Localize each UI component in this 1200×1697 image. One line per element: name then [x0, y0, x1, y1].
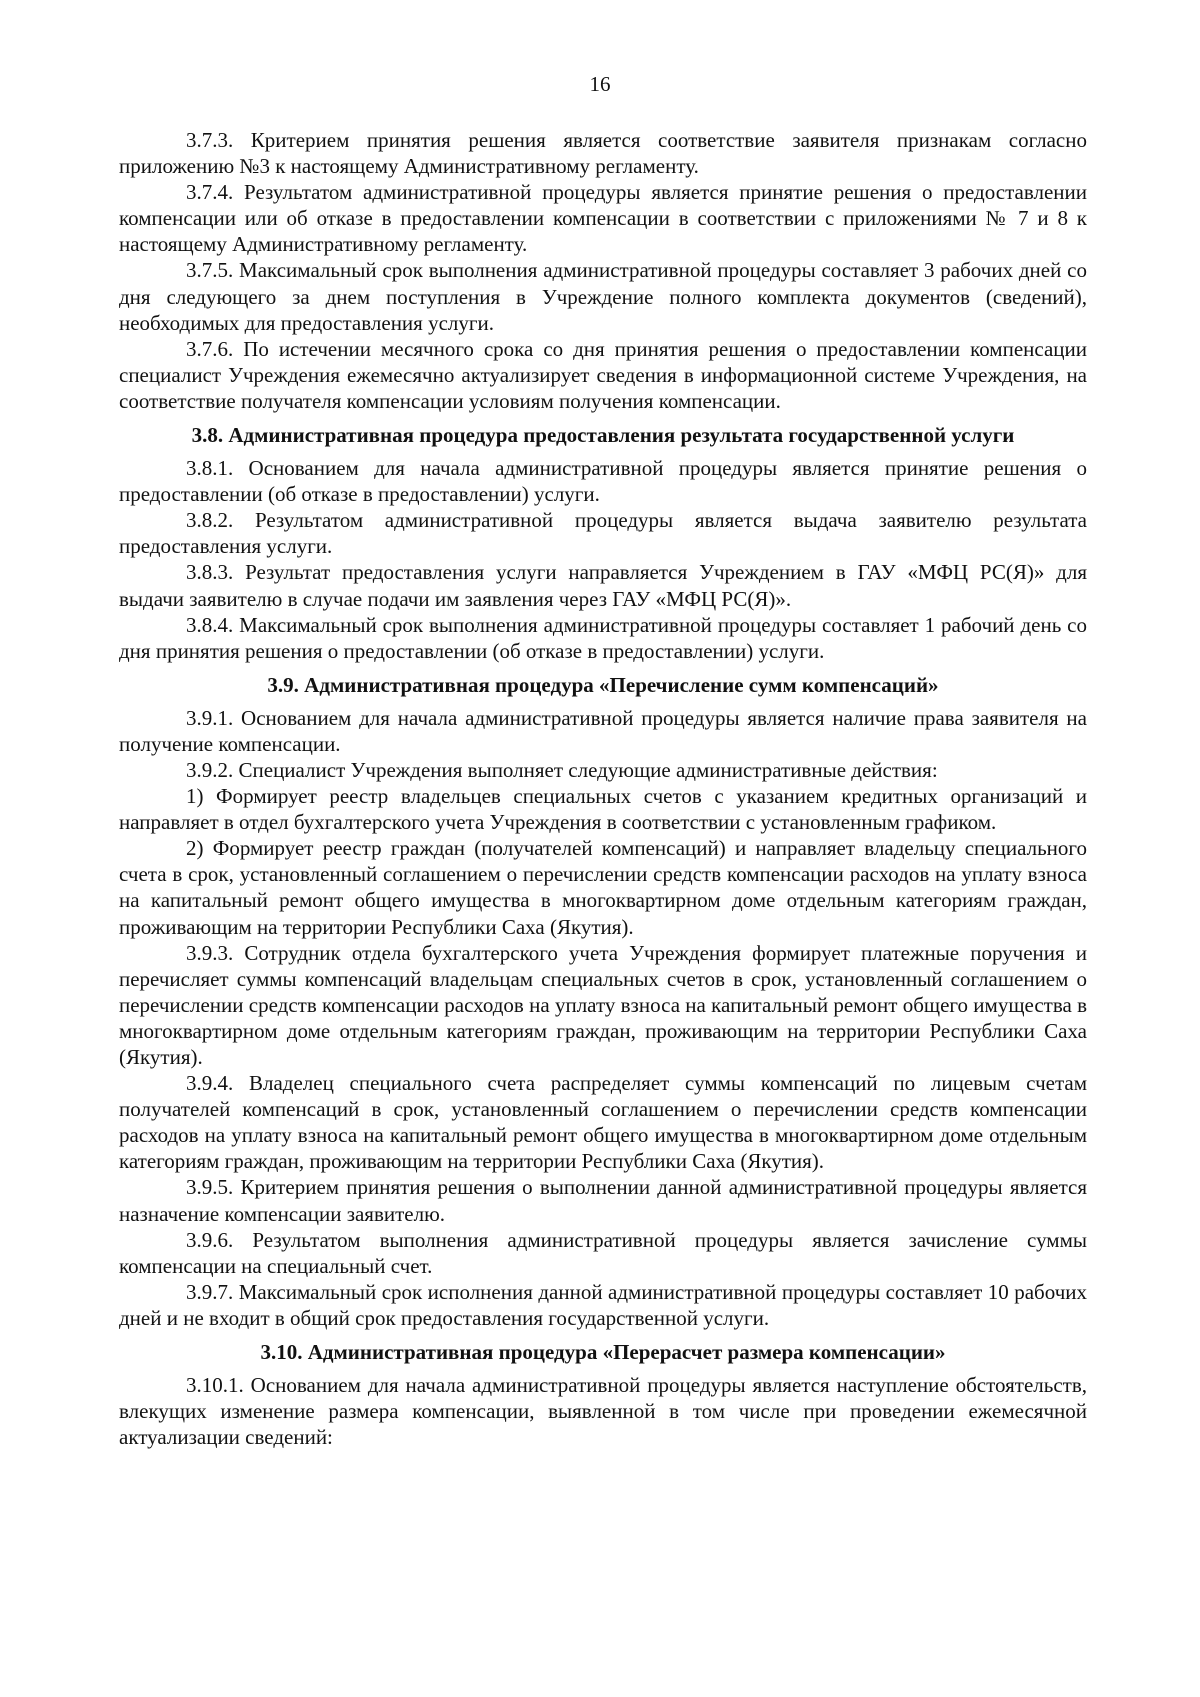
paragraph: 3.8.4. Максимальный срок выполнения административной процедуры составляет 1 рабочий день со дня принятия решения о предоставлении (об отказе в предоставлении) услуги.	[119, 612, 1087, 663]
section-heading: 3.10. Административная процедура «Перерасчет размера компенсации»	[260, 1340, 946, 1365]
list-item: 2) Формирует реестр граждан (получателей компенсаций) и направляет владельцу специального счета в срок, установленный соглашением о перечислении средств компенсации расходов на уплату взноса на капитальный ремонт общего имущества в многоквартирном доме отдельным категориям граждан, проживающим на территории Республики Саха (Якутия).	[119, 836, 1087, 939]
paragraph: 3.8.2. Результатом административной процедуры является выдача заявителю результата предоставления услуги.	[119, 508, 1087, 559]
paragraph: 3.9.2. Специалист Учреждения выполняет следующие административные действия:	[186, 757, 938, 782]
paragraph: 3.8.1. Основанием для начала административной процедуры является принятие решения о предоставлении (об отказе в предоставлении) услуги.	[119, 456, 1087, 507]
paragraph: 3.9.6. Результатом выполнения административной процедуры является зачисление суммы компенсации на специальный счет.	[119, 1227, 1087, 1278]
section-heading: 3.8. Административная процедура предоставления результата государственной услуги	[191, 423, 1015, 448]
document-body	[119, 127, 1087, 1450]
paragraph: 3.9.7. Максимальный срок исполнения данной административной процедуры составляет 10 рабочих дней и не входит в общий срок предоставления государственной услуги.	[119, 1279, 1087, 1330]
paragraph: 3.9.5. Критерием принятия решения о выполнении данной административной процедуры является назначение компенсации заявителю.	[119, 1175, 1087, 1226]
paragraph: 3.7.3. Критерием принятия решения является соответствие заявителя признакам согласно приложению №3 к настоящему Административному регламенту.	[119, 128, 1087, 179]
paragraph: 3.7.4. Результатом административной процедуры является принятие решения о предоставлении компенсации или об отказе в предоставлении компенсации в соответствии с приложениями № 7 и 8 к настоящему Административному регламенту.	[119, 180, 1087, 257]
paragraph: 3.7.6. По истечении месячного срока со дня принятия решения о предоставлении компенсации специалист Учреждения ежемесячно актуализирует сведения в информационной системе Учреждения, на соответствие получателя компенсации условиям получения компенсации.	[119, 336, 1087, 413]
paragraph: 3.8.3. Результат предоставления услуги направляется Учреждением в ГАУ «МФЦ РС(Я)» для выдачи заявителю в случае подачи им заявления через ГАУ «МФЦ РС(Я)».	[119, 560, 1087, 611]
section-heading: 3.9. Административная процедура «Перечисление сумм компенсаций»	[267, 672, 939, 697]
list-item: 1) Формирует реестр владельцев специальных счетов с указанием кредитных организаций и направляет в отдел бухгалтерского учета Учреждения в соответствии с установленным графиком.	[119, 784, 1087, 835]
paragraph: 3.9.3. Сотрудник отдела бухгалтерского учета Учреждения формирует платежные поручения и перечисляет суммы компенсаций владельцам специальных счетов в срок, установленный соглашением о перечислении средств компенсации расходов на уплату взноса на капитальный ремонт общего имущества в многоквартирном доме отдельным категориям граждан, проживающим на территории Республики Саха (Якутия).	[119, 940, 1087, 1069]
paragraph: 3.10.1. Основанием для начала административной процедуры является наступление обстоятельств, влекущих изменение размера компенсации, выявленной в том числе при проведении ежемесячной актуализации сведений:	[119, 1373, 1087, 1450]
paragraph: 3.9.4. Владелец специального счета распределяет суммы компенсаций по лицевым счетам получателей компенсаций в срок, установленный соглашением о перечислении средств компенсации расходов на уплату взноса на капитальный ремонт общего имущества в многоквартирном доме отдельным категориям граждан, проживающим на территории Республики Саха (Якутия).	[119, 1071, 1087, 1174]
paragraph: 3.9.1. Основанием для начала административной процедуры является наличие права заявителя на получение компенсации.	[119, 705, 1087, 756]
page-number: 16	[589, 72, 611, 96]
paragraph: 3.7.5. Максимальный срок выполнения административной процедуры составляет 3 рабочих дней со дня следующего за днем поступления в Учреждение полного комплекта документов (сведений), необходимых для предоставления услуги.	[119, 258, 1087, 335]
